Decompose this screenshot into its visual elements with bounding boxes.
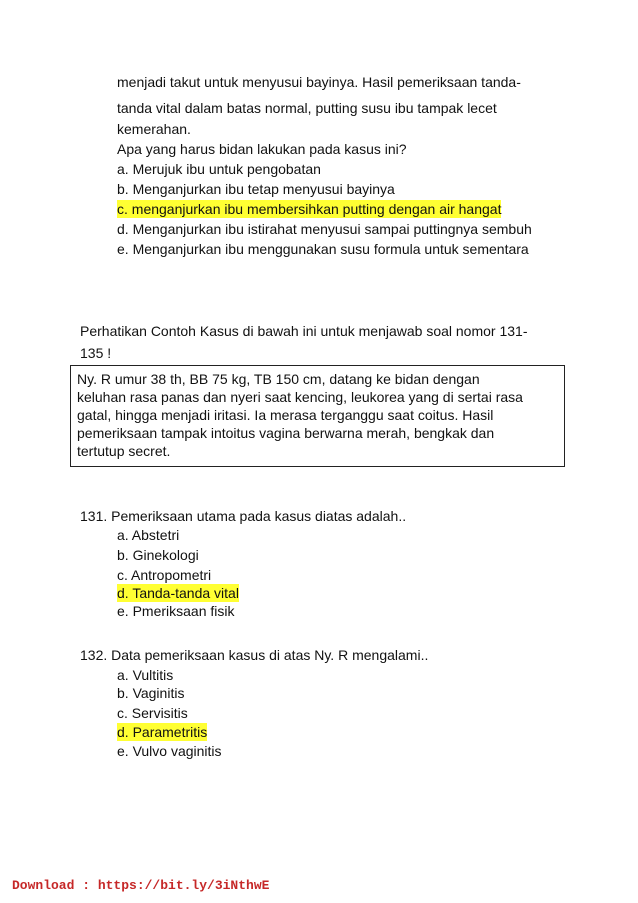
answer-option: e. Vulvo vaginitis (117, 743, 222, 759)
question-132: 132. Data pemeriksaan kasus di atas Ny. R mengalami.. (80, 647, 429, 663)
download-link[interactable]: Download : https://bit.ly/3iNthwE (12, 878, 270, 893)
case-text: keluhan rasa panas dan nyeri saat kencing, leukorea yang di sertai rasa (77, 389, 523, 405)
answer-option: b. Vaginitis (117, 685, 185, 701)
answer-option: a. Vultitis (117, 667, 174, 683)
answer-option: a. Merujuk ibu untuk pengobatan (117, 161, 321, 177)
case-text: gatal, hingga menjadi iritasi. Ia merasa terganggu saat coitus. Hasil (77, 407, 494, 423)
answer-option: b. Menganjurkan ibu tetap menyusui bayinya (117, 181, 395, 197)
answer-option: b. Ginekologi (117, 547, 199, 563)
answer-option: e. Pmeriksaan fisik (117, 603, 235, 619)
answer-option: c. Servisitis (117, 705, 188, 721)
text-line: kemerahan. (117, 121, 191, 137)
answer-option: c. Antropometri (117, 567, 212, 583)
answer-option-highlighted: d. Tanda-tanda vital (117, 585, 239, 601)
text-line: tanda vital dalam batas normal, putting susu ibu tampak lecet (117, 100, 497, 116)
answer-option: d. Menganjurkan ibu istirahat menyusui sampai puttingnya sembuh (117, 221, 532, 237)
case-text: pemeriksaan tampak intoitus vagina berwarna merah, bengkak dan (77, 425, 495, 441)
instruction-text: Perhatikan Contoh Kasus di bawah ini untuk menjawab soal nomor 131- (80, 323, 528, 339)
answer-option: a. Abstetri (117, 527, 180, 543)
answer-option: e. Menganjurkan ibu menggunakan susu formula untuk sementara (117, 241, 529, 257)
question-131: 131. Pemeriksaan utama pada kasus diatas adalah.. (80, 508, 407, 524)
answer-option-highlighted: c. menganjurkan ibu membersihkan putting dengan air hangat (117, 201, 502, 217)
answer-option-highlighted: d. Parametritis (117, 724, 208, 740)
case-text: tertutup secret. (77, 443, 171, 459)
text-line: menjadi takut untuk menyusui bayinya. Hasil pemeriksaan tanda- (117, 74, 521, 90)
case-box (70, 365, 565, 467)
text-line: Apa yang harus bidan lakukan pada kasus ini? (117, 141, 407, 157)
case-text: Ny. R umur 38 th, BB 75 kg, TB 150 cm, datang ke bidan dengan (77, 371, 480, 387)
instruction-text: 135 ! (80, 345, 112, 361)
